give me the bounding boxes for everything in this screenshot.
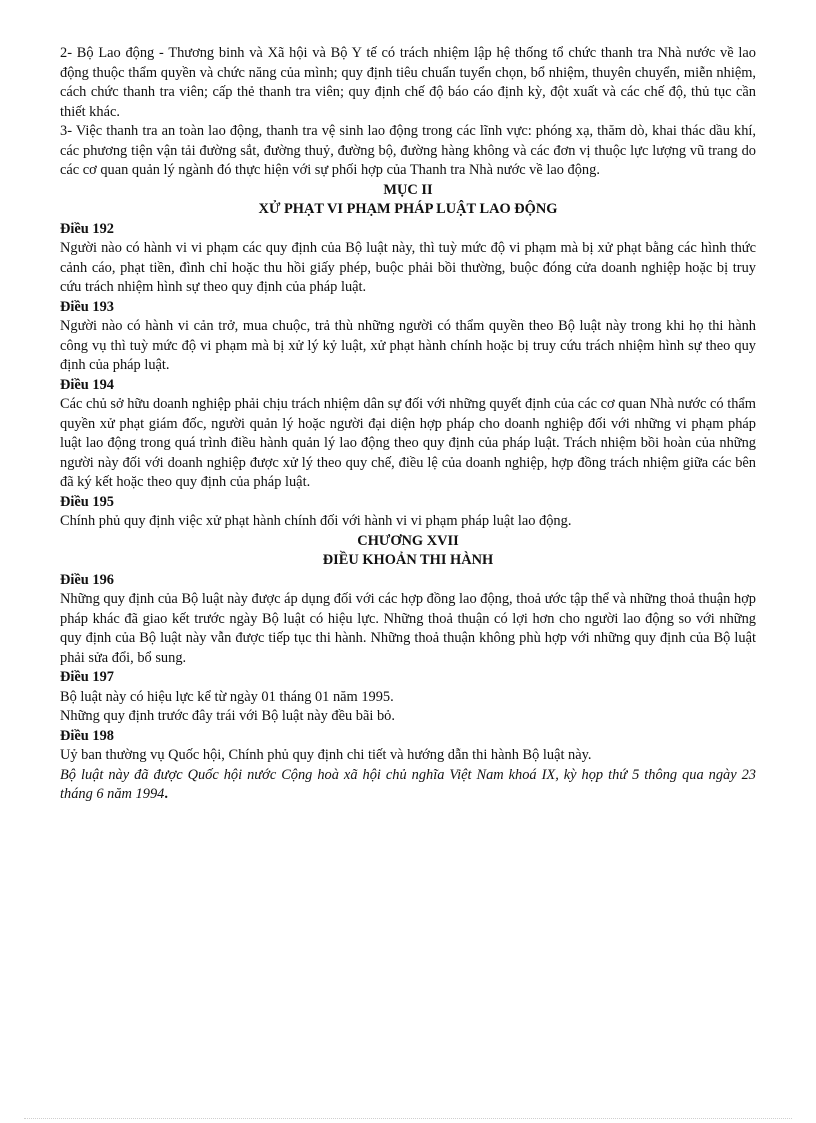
intro-paragraph-2: 2- Bộ Lao động - Thương binh và Xã hội và Bộ Y tế có trách nhiệm lập hệ thống tổ chức thanh tra Nhà nước về lao động thuộc thẩm quyền và chức năng của mình; quy định tiêu chuẩn tuyển chọn, bổ nhiệm, thuyên chuyển, miễn nhiệm, cách chức thanh tra viên; cấp thẻ thanh tra viên; quy định chế độ báo cáo định kỳ, đột xuất và các chế độ, thủ tục cần thiết khác.	[60, 45, 756, 120]
closing-statement	[60, 766, 756, 805]
section-label: MỤC II	[383, 181, 433, 198]
article-heading: Điều 195	[60, 493, 114, 510]
article-body: Uỷ ban thường vụ Quốc hội, Chính phủ quy định chi tiết và hướng dẫn thi hành Bộ luật này.	[60, 747, 592, 763]
article-heading: Điều 194	[60, 376, 114, 393]
article-body: Bộ luật này có hiệu lực kể từ ngày 01 tháng 01 năm 1995.	[60, 688, 394, 705]
article-body: Các chủ sở hữu doanh nghiệp phải chịu trách nhiệm dân sự đối với những quyết định của các cơ quan Nhà nước có thẩm quyền xử phạt giám đốc, người quản lý hoặc người đại diện hợp pháp cho doanh nghiệp đối với những vi phạm pháp luật lao động trong quá trình điều hành quản lý lao động theo quy định của pháp luật. Trách nhiệm bồi hoàn của những người này đối với doanh nghiệp được xử lý theo quy chế, điều lệ của doanh nghiệp, hợp đồng trách nhiệm giữa các bên đã ký kết hoặc theo quy định của pháp luật.	[60, 396, 756, 490]
article-heading: Điều 192	[60, 220, 114, 237]
section-title: XỬ PHẠT VI PHẠM PHÁP LUẬT LAO ĐỘNG	[258, 201, 558, 217]
chapter-label: CHƯƠNG XVII	[357, 532, 459, 549]
article-heading: Điều 193	[60, 298, 114, 315]
closing-end-mark: .	[164, 786, 168, 802]
closing-text: Bộ luật này đã được Quốc hội nước Cộng hoà xã hội chủ nghĩa Việt Nam khoá IX, kỳ họp thứ 5 thông qua ngày 23 tháng 6 năm 1994	[60, 766, 756, 802]
article-body: Những quy định của Bộ luật này được áp dụng đối với các hợp đồng lao động, thoả ước tập thể và những thoả thuận hợp pháp khác đã giao kết trước ngày Bộ luật có hiệu lực. Những thoả thuận có lợi hơn cho người lao động so với những quy định của Bộ luật này vẫn được tiếp tục thi hành. Những thoả thuận không phù hợp với những quy định của Bộ luật phải sửa đổi, bổ sung.	[60, 591, 756, 666]
article-list-section-2	[60, 220, 756, 532]
chapter-title: ĐIỀU KHOẢN THI HÀNH	[322, 552, 494, 568]
article-body: Những quy định trước đây trái với Bộ luật này đều bãi bỏ.	[60, 708, 395, 724]
article-list-chapter-17	[60, 571, 756, 766]
intro-paragraph-3: 3- Việc thanh tra an toàn lao động, thanh tra vệ sinh lao động trong các lĩnh vực: phóng xạ, thăm dò, khai thác dầu khí, các phương tiện vận tải đường sắt, đường thuỷ, đường bộ, đường hàng không và các đơn vị thuộc lực lượng vũ trang do các cơ quan quản lý ngành đó thực hiện với sự phối hợp của Thanh tra Nhà nước về lao động.	[60, 123, 756, 178]
article-body: Người nào có hành vi vi phạm các quy định của Bộ luật này, thì tuỳ mức độ vi phạm mà bị xử phạt bằng các hình thức cảnh cáo, phạt tiền, đình chỉ hoặc thu hồi giấy phép, buộc phải bồi thường, buộc đóng cửa doanh nghiệp hoặc bị truy cứu trách nhiệm hình sự theo quy định của pháp luật.	[60, 240, 756, 295]
article-heading: Điều 196	[60, 571, 114, 588]
article-body: Chính phủ quy định việc xử phạt hành chính đối với hành vi vi phạm pháp luật lao động.	[60, 513, 572, 529]
article-heading: Điều 197	[60, 669, 114, 685]
document-page	[60, 44, 756, 805]
article-heading: Điều 198	[60, 727, 114, 744]
page-bottom-border	[24, 1118, 792, 1119]
article-body: Người nào có hành vi cản trở, mua chuộc, trả thù những người có thẩm quyền theo Bộ luật này trong khi họ thi hành công vụ thì tuỳ mức độ vi phạm mà bị xử lý kỷ luật, xử phạt hành chính hoặc bị truy cứu trách nhiệm hình sự theo quy định của pháp luật.	[60, 318, 756, 373]
